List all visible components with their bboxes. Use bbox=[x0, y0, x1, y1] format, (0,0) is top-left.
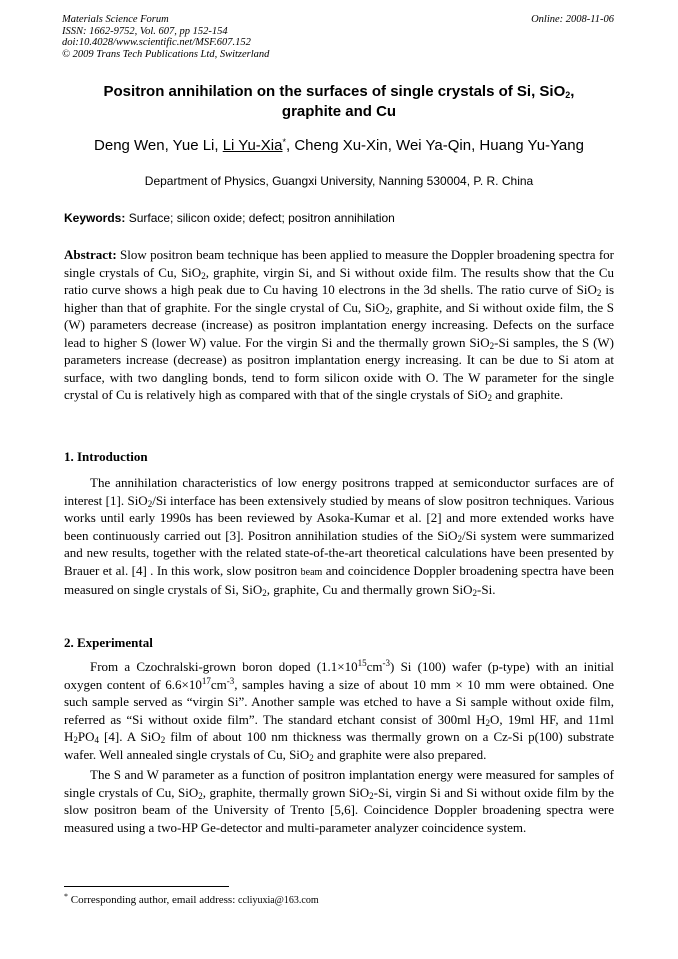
email-address[interactable]: ccliyuxia@163.com bbox=[238, 895, 319, 906]
abstract-label: Abstract: bbox=[64, 247, 117, 262]
footnote-mark: * bbox=[64, 892, 68, 901]
issn-line: ISSN: 1662-9752, Vol. 607, pp 152-154 bbox=[62, 25, 228, 37]
experimental-paragraph-1: From a Czochralski-grown boron doped $(1.1\times 10^{15}cm^{-3})$ Si (100) wafer (p-type) with an initial oxygen content of $6.6\times 10^{17}cm^{-3}$, samples having a size of about 10 mm × 10 mm were obtained. One such sample served as “virgin Si”. Another sample was etched to have a Si sample without oxide film, referred as “Si without oxide film”. The standard etchant consist of 300ml $H_2O$, 19ml HF, and 11ml $H_2PO_4$ [4]. A SiO$_2$ film of about 100 nm thickness was thermally grown on a Cz-Si p(100) substrate wafer. Well annealed single crystals of Cu, SiO$_2$ and graphite were also prepared. bbox=[64, 658, 615, 763]
section-heading-experimental: 2. Experimental bbox=[64, 635, 153, 650]
journal-header bbox=[62, 14, 269, 60]
doi-line: doi:10.4028/www.scientific.net/MSF.607.152 bbox=[62, 37, 251, 48]
keywords-label: Keywords: bbox=[64, 211, 126, 225]
journal-name: Materials Science Forum bbox=[62, 14, 169, 25]
footnote: * Corresponding author, email address: ccliyuxia@163.com bbox=[64, 892, 319, 906]
corresponding-author: Li Yu-Xia bbox=[222, 137, 283, 154]
abstract: Abstract: Slow positron beam technique has been applied to measure the Doppler broadening spectra for single crystals of Cu, SiO$_2$, graphite, virgin Si, and Si without oxide film. The results show that the Cu ratio curve shows a high peak due to Cu having 10 electrons in the 3d shells. The ratio curve of SiO$_2$ is higher than that of graphite. For the single crystal of Cu, SiO$_2$, graphite, and Si without oxide film, the S (W) parameters decrease (increase) as positron implantation energy increasing. Defects on the surface lead to higher S (lower W) value. For the virgin Si and the thermally grown SiO$_2$-Si samples, the S (W) parameters increase (decrease) as positron implantation energy increasing. It can be due to Si atom at surface, with two dangling bonds, tend to form silicon oxide with O. The W parameter for the single crystal of Cu is relatively high as compared with that of the single crystals of SiO$_2$ and graphite. bbox=[64, 247, 615, 403]
experimental-paragraph-2: The S and W parameter as a function of positron implantation energy were measured for samples of single crystals of Cu, SiO$_2$, graphite, thermally grown SiO$_2$-Si, virgin Si and Si without oxide film by the slow positron beam of the University of Trento [5,6]. Coincidence Doppler broadening spectra were measured using a two-HP Ge-detector and multi-parameter analyzer coincidence system. bbox=[64, 767, 615, 835]
paper-title: Positron annihilation on the surfaces of single crystals of Si, SiO$_2$, graphite and Cu bbox=[103, 83, 575, 120]
author-list: Deng Wen, Yue Li, Li Yu-Xia*, Cheng Xu-Xin, Wei Ya-Qin, Huang Yu-Yang bbox=[94, 137, 584, 154]
affiliation: Department of Physics, Guangxi University, Nanning 530004, P. R. China bbox=[144, 174, 534, 188]
corresponding-mark: * bbox=[282, 137, 286, 147]
copyright-line: © 2009 Trans Tech Publications Ltd, Switzerland bbox=[62, 48, 270, 60]
keywords: Keywords: Surface; silicon oxide; defect; positron annihilation bbox=[64, 211, 395, 225]
footnote-divider bbox=[64, 886, 229, 887]
section-heading-introduction: 1. Introduction bbox=[64, 449, 148, 464]
introduction-paragraph: The annihilation characteristics of low energy positrons trapped at semiconductor surfaces are of interest [1]. SiO$_2$/Si interface has been extensively studied by means of slow positron techniques. Various works until early 1990s has been reviewed by Asoka-Kumar et al. [2] and more extended works have been continuously carried out [3]. Positron annihilation studies of the SiO$_2$/Si system were summarized and new results, together with the related state-of-the-art theoretical calculations have been presented by Brauer et al. [4] . In this work, slow positron beam and coincidence Doppler broadening spectra have been measured on single crystals of Si, SiO$_2$, graphite, Cu and thermally grown SiO$_2$-Si. bbox=[64, 475, 615, 598]
online-date: Online: 2008-11-06 bbox=[531, 14, 614, 25]
